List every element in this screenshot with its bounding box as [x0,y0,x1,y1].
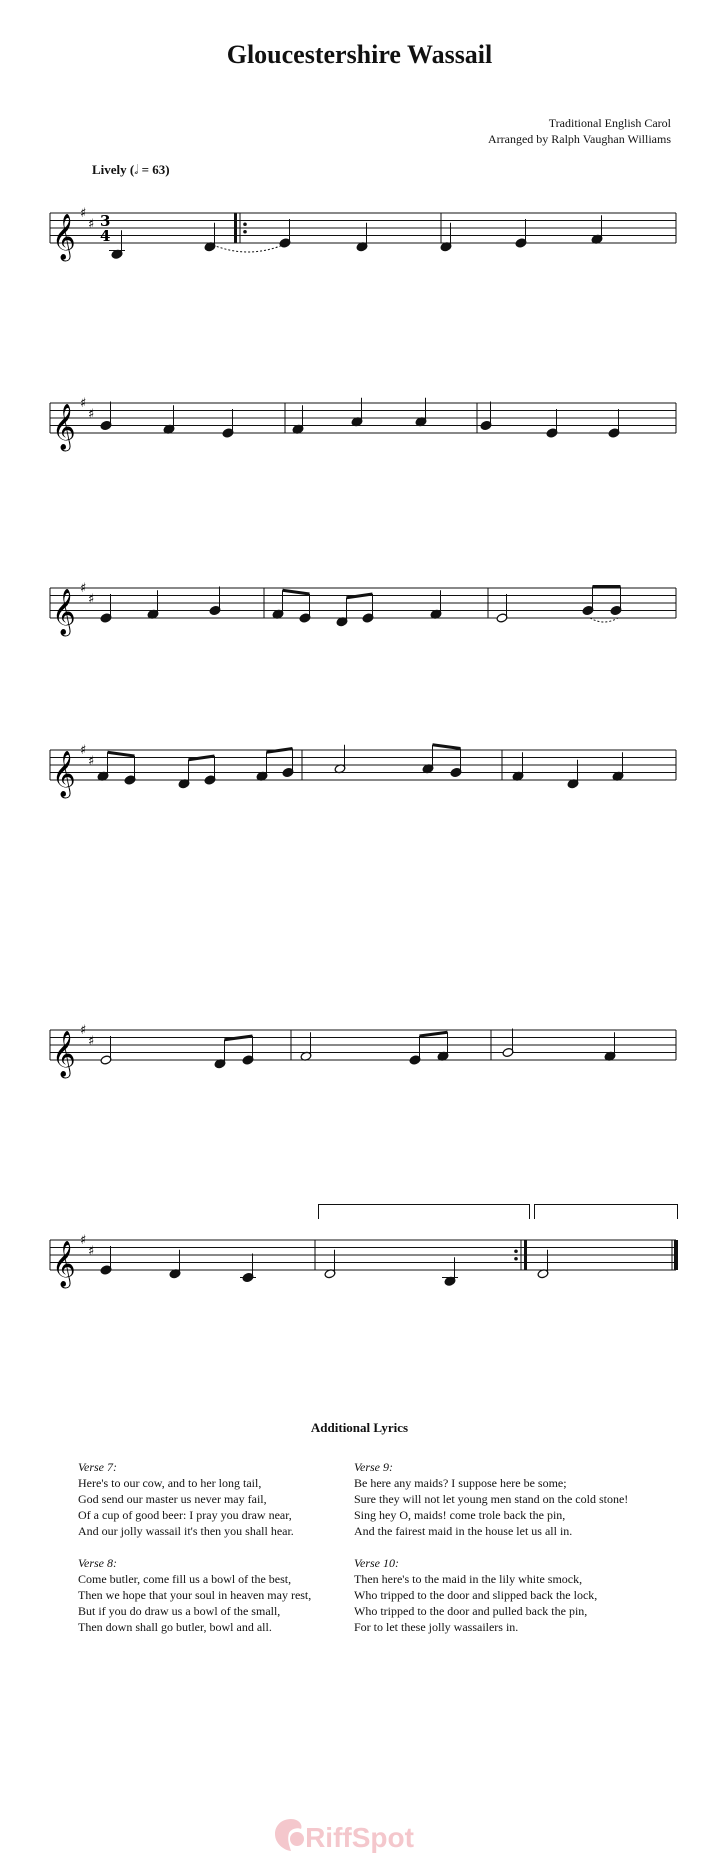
verse-line: Who tripped to the door and pulled back the pin, [354,1604,588,1618]
half-note-icon: 𝅗𝅥 [134,162,139,177]
tempo-open-paren: ( [129,162,135,177]
slur [213,245,283,252]
composer-credit: Traditional English Carol [548,116,671,130]
staff-system [0,393,719,453]
sharp-icon: ♯ [80,206,87,221]
verse-line: And the fairest maid in the house let us all in. [354,1524,573,1538]
treble-clef-icon: 𝄞 [52,589,76,635]
note-beam [420,1032,448,1036]
final-barline-thick [674,1240,678,1270]
treble-clef-icon: 𝄞 [52,1241,76,1287]
staff-system [0,203,719,263]
sharp-icon: ♯ [80,1233,87,1248]
slur [590,618,618,622]
sharp-icon: ♯ [88,592,95,607]
staff-system [0,578,719,638]
verse-line: Sure they will not let young men stand on the cold stone! [354,1492,629,1506]
riffspot-logo: RiffSpot [305,1822,414,1853]
sharp-icon: ♯ [88,407,95,422]
note-beam [267,749,293,753]
repeat-dot [243,222,247,226]
repeat-start-thick [234,213,237,243]
verse-line: Come butler, come fill us a bowl of the best, [78,1572,292,1586]
verse-line: Of a cup of good beer: I pray you draw near, [78,1508,292,1522]
note-beam [225,1036,253,1040]
repeat-dot [243,230,247,234]
repeat-dot [514,1249,518,1253]
sharp-icon: ♯ [88,754,95,769]
sharp-icon: ♯ [80,743,87,758]
verse-label: Verse 8: [78,1556,117,1570]
tempo-word: Lively [92,162,127,177]
ending-bracket-1 [318,1204,530,1219]
tempo-marking [92,162,170,178]
repeat-end-thick [524,1240,527,1270]
staff-system [0,1020,719,1080]
staff-system [0,1230,719,1290]
staff-system [0,740,719,800]
verse-line: God send our master us never may fail, [78,1492,267,1506]
verse-line: Then we hope that your soul in heaven may rest, [78,1588,312,1602]
verse-line: Here's to our cow, and to her long tail, [78,1476,262,1490]
sharp-icon: ♯ [88,217,95,232]
sharp-icon: ♯ [88,1034,95,1049]
verse-line: Sing hey O, maids! come trole back the pin, [354,1508,566,1522]
time-signature-top: 3 [100,212,111,230]
verse-line: Then down shall go butler, bowl and all. [78,1620,272,1634]
repeat-dot [514,1257,518,1261]
treble-clef-icon: 𝄞 [52,1031,76,1077]
tempo-value: = 63) [141,162,170,177]
verse-line: For to let these jolly wassailers in. [354,1620,519,1634]
verse-line: And our jolly wassail it's then you shall hear. [78,1524,294,1538]
note-beam [108,752,135,756]
additional-lyrics-heading: Additional Lyrics [310,1420,409,1435]
note-beam [433,745,461,749]
verse-label: Verse 7: [78,1460,117,1474]
verse-line: But if you do draw us a bowl of the small, [78,1604,281,1618]
sharp-icon: ♯ [80,581,87,596]
note-beam [283,590,310,594]
arranger-credit: Arranged by Ralph Vaughan Williams [487,132,671,146]
sharp-icon: ♯ [88,1244,95,1259]
sharp-icon: ♯ [80,396,87,411]
song-title: Gloucestershire Wassail [226,40,493,69]
treble-clef-icon: 𝄞 [52,404,76,450]
ending-bracket-2 [534,1204,678,1219]
treble-clef-icon: 𝄞 [52,751,76,797]
verse-line: Who tripped to the door and slipped back the lock, [354,1588,598,1602]
treble-clef-icon: 𝄞 [52,214,76,260]
time-signature-bottom: 4 [100,227,111,245]
note-beam [347,594,373,598]
verse-line: Be here any maids? I suppose here be some; [354,1476,567,1490]
sharp-icon: ♯ [80,1023,87,1038]
note-beam [189,756,215,760]
verse-line: Then here's to the maid in the lily white smock, [354,1572,583,1586]
verse-label: Verse 9: [354,1460,393,1474]
verse-label: Verse 10: [354,1556,399,1570]
